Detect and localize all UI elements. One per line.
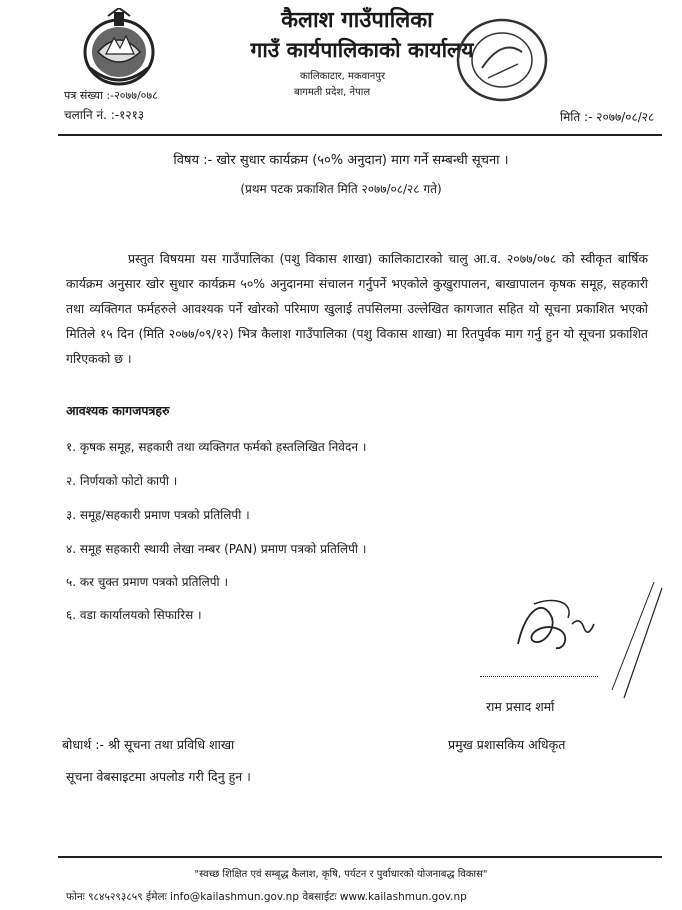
footer-motto: "स्वच्छ शिक्षित एवं सम्बृद्ध कैलाश, कृषि, पर्यटन र पुर्वाधारको योजनाबद्ध विकास" bbox=[194, 869, 488, 880]
document-item: ६. वडा कार्यालयको सिफारिस । bbox=[66, 608, 202, 622]
document-item: ४. समूह सहकारी स्थायी लेखा नम्बर (PAN) प्रमाण पत्रको प्रतिलिपी । bbox=[66, 542, 367, 556]
address-line-2: बागमती प्रदेश, नेपाल bbox=[294, 87, 371, 98]
address-line-1: कालिकाटार, मकवानपुर bbox=[300, 71, 386, 82]
subject-line: विषय :- खोर सुधार कार्यक्रम (५०% अनुदान) माग गर्ने सम्बन्धी सूचना । bbox=[173, 153, 509, 168]
cc-note: सूचना वेबसाइटमा अपलोड गरी दिनु हुन । bbox=[66, 769, 251, 784]
office-name: कैलाश गाउँपालिका bbox=[281, 8, 433, 33]
letter-number: पत्र संख्या :-२०७७/०७८ bbox=[64, 89, 158, 102]
notice-body-text: प्रस्तुत विषयमा यस गाउँपालिका (पशु विकास शाखा) कालिकाटारको चालु आ.व. २०७७/०७८ को स्वीकृत बार्षिक कार्यक्रम अनुसार खोर सुधार कार्यक्रम ५०% अनुदानमा संचालन गर्नुपर्ने भएकोले कुखुरापालन, बाखापालन कृषक समूह, सहकारी तथा व्यक्तिगत फर्महरुले आवश्यक पर्ने खोरको परिमाण खुलाई तपसिलमा उल्लेखित कागजात सहित यो सूचना प्रकाशित भएको मितिले १५ दिन (मिति २०७७/०९/१२) भित्र कैलाश गाउँपालिका (पशु विकास शाखा) मा रितपुर्वक माग गर्नु हुन यो सूचना प्रकाशित गरिएकको छ । bbox=[66, 251, 648, 366]
document-item: ५. कर चुक्त प्रमाण पत्रको प्रतिलिपी । bbox=[66, 575, 229, 589]
footer-contact: फोनः ९८४५२९३८५९ ईमेलः info@kailashmun.gov.np वेबसाईटः www.kailashmun.gov.np bbox=[66, 891, 467, 903]
office-seal-stamp bbox=[448, 8, 556, 108]
notice-body bbox=[66, 246, 648, 371]
signatory-name: राम प्रसाद शर्मा bbox=[486, 699, 555, 714]
documents-heading: आवश्यक कागजपत्रहरु bbox=[66, 403, 170, 418]
document-item: ३. समूह/सहकारी प्रमाण पत्रको प्रतिलिपी । bbox=[66, 508, 250, 522]
document-item: २. निर्णयको फोटो कापी । bbox=[66, 474, 178, 488]
dispatch-number: चलानि नं. :-१२१३ bbox=[64, 108, 145, 122]
first-published-note: (प्रथम पटक प्रकाशित मिति २०७७/०८/२८ गते) bbox=[240, 182, 442, 196]
government-emblem-icon bbox=[78, 8, 160, 88]
signature-mark bbox=[504, 578, 674, 708]
signature-line bbox=[480, 676, 598, 677]
office-subtitle: गाउँ कार्यपालिकाको कार्यालय bbox=[250, 38, 474, 62]
header-divider bbox=[58, 134, 662, 136]
footer-divider bbox=[58, 856, 662, 858]
document-item: १. कृषक समूह, सहकारी तथा व्यक्तिगत फर्मको हस्तलिखित निवेदन । bbox=[66, 440, 367, 454]
signatory-title: प्रमुख प्रशासकिय अधिकृत bbox=[448, 737, 566, 752]
letter-date: मिति :- २०७७/०८/२८ bbox=[560, 110, 655, 124]
cc-line: बोधार्थ :- श्री सूचना तथा प्रविधि शाखा bbox=[62, 737, 235, 752]
